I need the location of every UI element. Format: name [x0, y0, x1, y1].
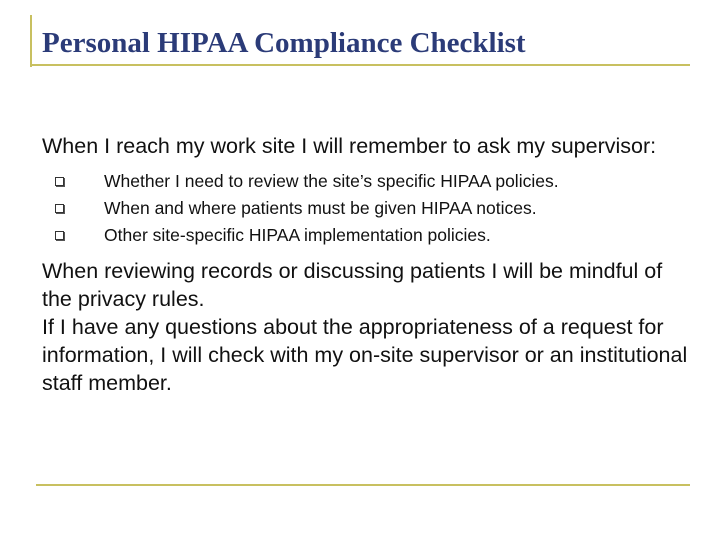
checklist-item-text: When and where patients must be given HIPAA notices.: [104, 198, 537, 218]
title-accent-vertical-bar: [30, 15, 32, 67]
records-paragraph: When reviewing records or discussing patients I will be mindful of the privacy rules.: [42, 259, 663, 311]
checklist-item-text: Other site-specific HIPAA implementation policies.: [104, 225, 491, 245]
checkbox-icon: [55, 231, 64, 240]
intro-paragraph: When I reach my work site I will remember to ask my supervisor:: [42, 134, 657, 158]
page-title: Personal HIPAA Compliance Checklist: [42, 27, 526, 59]
slide-body: [42, 132, 692, 397]
questions-paragraph: If I have any questions about the appropriateness of a request for information, I will check with my on-site supervisor or an institutional staff member.: [42, 315, 688, 395]
supervisor-checklist: [42, 168, 692, 249]
checklist-item-text: Whether I need to review the site’s specific HIPAA policies.: [104, 171, 559, 191]
checklist-item: [42, 195, 692, 222]
footer-accent-bar: [36, 484, 690, 486]
checkbox-icon: [55, 177, 64, 186]
checkbox-icon: [55, 204, 64, 213]
checklist-item: [42, 222, 692, 249]
checklist-item: [42, 168, 692, 195]
title-accent-horizontal-bar: [30, 64, 690, 66]
